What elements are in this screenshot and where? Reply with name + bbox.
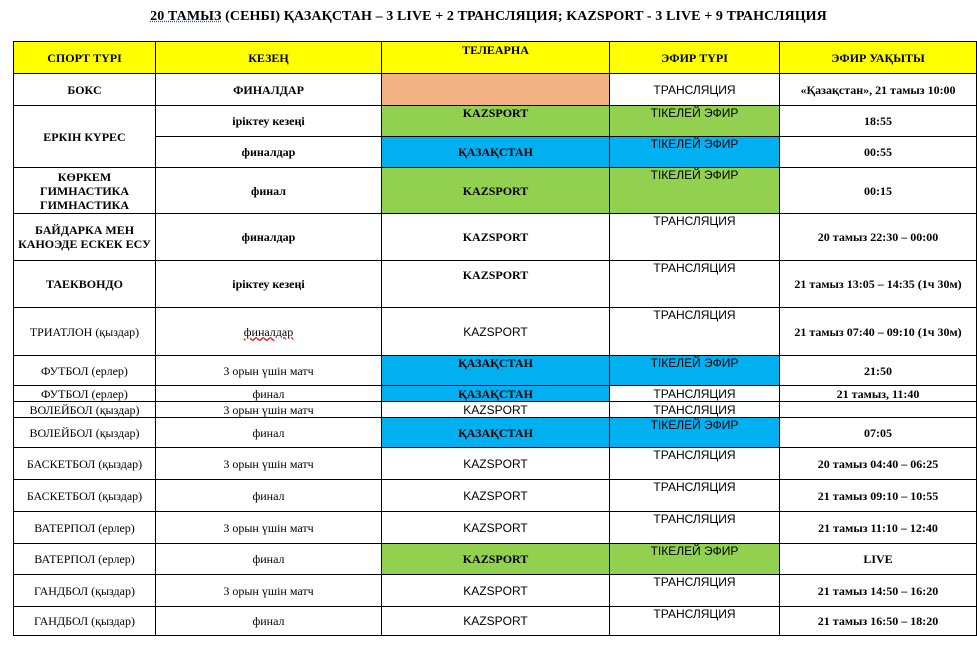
header-channel: ТЕЛЕАРНА: [382, 42, 610, 74]
table-row: [14, 607, 977, 636]
cell-type: ТІКЕЛЕЙ ЭФИР: [610, 544, 780, 575]
cell-sport: ВОЛЕЙБОЛ (қыздар): [14, 418, 156, 448]
cell-channel: KAZSPORT: [382, 214, 610, 261]
header-row: [14, 42, 977, 74]
cell-stage: финал: [156, 544, 382, 575]
cell-channel: KAZSPORT: [382, 448, 610, 480]
cell-type: ТРАНСЛЯЦИЯ: [610, 448, 780, 480]
cell-sport: ФУТБОЛ (ерлер): [14, 386, 156, 402]
table-row: [14, 402, 977, 418]
cell-sport: ТАЕКВОНДО: [14, 261, 156, 308]
cell-channel: KAZSPORT: [382, 261, 610, 308]
cell-type: ТРАНСЛЯЦИЯ: [610, 386, 780, 402]
cell-type: ТІКЕЛЕЙ ЭФИР: [610, 356, 780, 386]
cell-channel: KAZSPORT: [382, 607, 610, 636]
cell-channel: KAZSPORT: [382, 308, 610, 356]
cell-stage: финалдар: [156, 308, 382, 356]
header-time: ЭФИР УАҚЫТЫ: [780, 42, 977, 74]
cell-type: ТРАНСЛЯЦИЯ: [610, 402, 780, 418]
cell-type: ТІКЕЛЕЙ ЭФИР: [610, 106, 780, 137]
cell-channel: KAZSPORT: [382, 512, 610, 544]
cell-sport: ВАТЕРПОЛ (ерлер): [14, 512, 156, 544]
cell-type: ТРАНСЛЯЦИЯ: [610, 607, 780, 636]
table-row: [14, 575, 977, 607]
table-row: [14, 261, 977, 308]
schedule-table: [13, 41, 977, 636]
cell-channel: KAZSPORT: [382, 575, 610, 607]
cell-channel: ҚАЗАҚСТАН: [382, 356, 610, 386]
cell-channel: ҚАЗАҚСТАН: [382, 137, 610, 168]
cell-time: 21 тамыз 09:10 – 10:55: [780, 480, 977, 512]
table-row: [14, 214, 977, 261]
table-row: [14, 106, 977, 137]
cell-type: ТРАНСЛЯЦИЯ: [610, 575, 780, 607]
cell-type: ТРАНСЛЯЦИЯ: [610, 512, 780, 544]
cell-time: 18:55: [780, 106, 977, 137]
cell-time: 21 тамыз, 11:40: [780, 386, 977, 402]
cell-stage: финалдар: [156, 214, 382, 261]
table-row: [14, 480, 977, 512]
cell-stage: 3 орын үшін матч: [156, 402, 382, 418]
cell-stage: финал: [156, 168, 382, 214]
cell-time: 21 тамыз 13:05 – 14:35 (1ч 30м): [780, 261, 977, 308]
table-row: [14, 386, 977, 402]
cell-type: ТРАНСЛЯЦИЯ: [610, 261, 780, 308]
cell-time: LIVE: [780, 544, 977, 575]
header-stage: КЕЗЕҢ: [156, 42, 382, 74]
cell-time: 21 тамыз 14:50 – 16:20: [780, 575, 977, 607]
cell-sport: БАЙДАРКА МЕН КАНОЭДЕ ЕСКЕК ЕСУ: [14, 214, 156, 261]
cell-stage: финал: [156, 418, 382, 448]
table-row: [14, 418, 977, 448]
cell-stage: 3 орын үшін матч: [156, 512, 382, 544]
cell-sport: ФУТБОЛ (ерлер): [14, 356, 156, 386]
table-row: [14, 512, 977, 544]
cell-time: 20 тамыз 22:30 – 00:00: [780, 214, 977, 261]
cell-sport: ВОЛЕЙБОЛ (қыздар): [14, 402, 156, 418]
cell-sport: БОКС: [14, 74, 156, 106]
cell-time: 20 тамыз 04:40 – 06:25: [780, 448, 977, 480]
cell-stage: финал: [156, 480, 382, 512]
table-row: [14, 448, 977, 480]
table-row: [14, 168, 977, 214]
cell-stage: финал: [156, 386, 382, 402]
cell-sport: ГАНДБОЛ (қыздар): [14, 575, 156, 607]
cell-sport: КӨРКЕМ ГИМНАСТИКА ГИМНАСТИКА: [14, 168, 156, 214]
cell-stage: 3 орын үшін матч: [156, 356, 382, 386]
cell-time: 07:05: [780, 418, 977, 448]
cell-type: ТІКЕЛЕЙ ЭФИР: [610, 137, 780, 168]
cell-time: «Қазақстан», 21 тамыз 10:00: [780, 74, 977, 106]
cell-channel: KAZSPORT: [382, 106, 610, 137]
cell-time: 00:55: [780, 137, 977, 168]
cell-sport: ЕРКІН КҮРЕС: [14, 106, 156, 168]
cell-sport: БАСКЕТБОЛ (қыздар): [14, 448, 156, 480]
cell-type: ТРАНСЛЯЦИЯ: [610, 308, 780, 356]
cell-stage: ФИНАЛДАР: [156, 74, 382, 106]
table-row: [14, 74, 977, 106]
cell-stage: 3 орын үшін матч: [156, 448, 382, 480]
cell-sport: ТРИАТЛОН (қыздар): [14, 308, 156, 356]
cell-sport: ВАТЕРПОЛ (ерлер): [14, 544, 156, 575]
cell-stage: финал: [156, 607, 382, 636]
cell-type: ТІКЕЛЕЙ ЭФИР: [610, 168, 780, 214]
header-sport: СПОРТ ТҮРІ: [14, 42, 156, 74]
cell-time: 21 тамыз 07:40 – 09:10 (1ч 30м): [780, 308, 977, 356]
table-row: [14, 356, 977, 386]
cell-stage: 3 орын үшін матч: [156, 575, 382, 607]
cell-stage: іріктеу кезеңі: [156, 106, 382, 137]
cell-channel: ҚАЗАҚСТАН: [382, 386, 610, 402]
table-row: [14, 308, 977, 356]
cell-sport: БАСКЕТБОЛ (қыздар): [14, 480, 156, 512]
cell-channel: KAZSPORT: [382, 544, 610, 575]
cell-channel: KAZSPORT: [382, 168, 610, 214]
header-type: ЭФИР ТҮРІ: [610, 42, 780, 74]
cell-type: ТРАНСЛЯЦИЯ: [610, 480, 780, 512]
cell-channel: ҚАЗАҚСТАН: [382, 418, 610, 448]
cell-time: 21 тамыз 11:10 – 12:40: [780, 512, 977, 544]
cell-channel: [382, 74, 610, 106]
cell-type: ТРАНСЛЯЦИЯ: [610, 214, 780, 261]
page-title: 20 ТАМЫЗ (СЕНБІ) ҚАЗАҚСТАН – 3 LIVE + 2 ТРАНСЛЯЦИЯ; KAZSPORT - 3 LIVE + 9 ТРАНСЛЯЦИЯ: [150, 9, 827, 24]
table-row: [14, 544, 977, 575]
table-row: [14, 137, 977, 168]
cell-type: ТІКЕЛЕЙ ЭФИР: [610, 418, 780, 448]
cell-type: ТРАНСЛЯЦИЯ: [610, 74, 780, 106]
cell-time: 21:50: [780, 356, 977, 386]
cell-stage: финалдар: [156, 137, 382, 168]
cell-channel: KAZSPORT: [382, 480, 610, 512]
cell-time: 00:15: [780, 168, 977, 214]
cell-time: 21 тамыз 16:50 – 18:20: [780, 607, 977, 636]
cell-time: [780, 402, 977, 418]
cell-sport: ГАНДБОЛ (қыздар): [14, 607, 156, 636]
cell-channel: KAZSPORT: [382, 402, 610, 418]
cell-stage: іріктеу кезеңі: [156, 261, 382, 308]
